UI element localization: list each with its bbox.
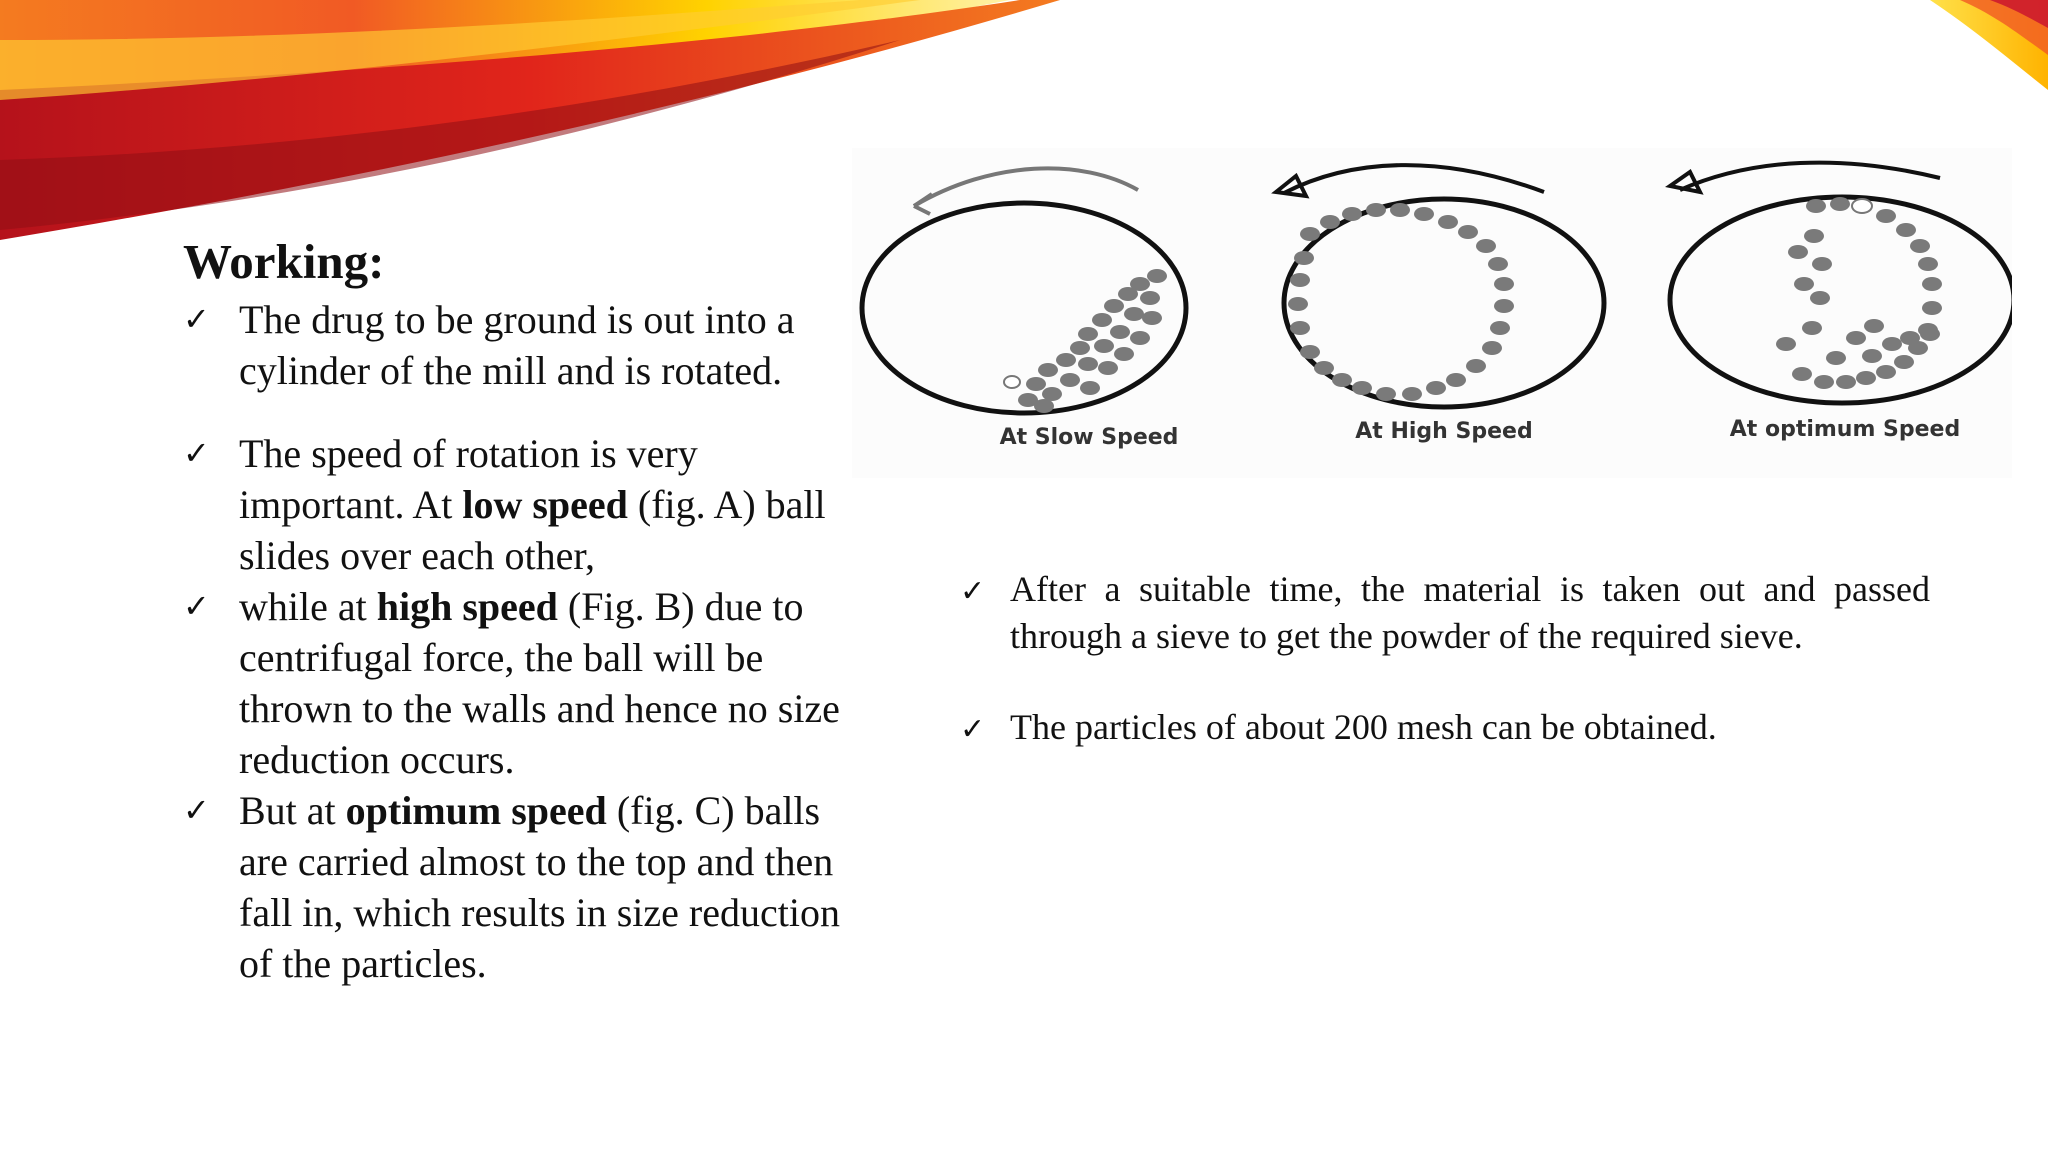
ball xyxy=(1830,197,1850,211)
ball xyxy=(1856,371,1876,385)
ball xyxy=(1376,387,1396,401)
ball xyxy=(1918,257,1938,271)
checkmark-icon: ✓ xyxy=(183,791,210,829)
ball xyxy=(1130,331,1150,345)
ball xyxy=(1402,387,1422,401)
ball xyxy=(1776,337,1796,351)
bullet-item xyxy=(960,566,1930,660)
ball-mill-speed-figure xyxy=(852,148,2012,478)
ball xyxy=(1060,373,1080,387)
ball xyxy=(1078,327,1098,341)
emphasis-optimum-speed: optimum speed xyxy=(345,788,607,833)
ball xyxy=(1876,209,1896,223)
ball xyxy=(1812,257,1832,271)
ball xyxy=(1094,339,1114,353)
ball xyxy=(1446,373,1466,387)
bullet-item xyxy=(183,428,843,581)
ball xyxy=(1922,301,1942,315)
ball xyxy=(1494,299,1514,313)
ball xyxy=(1290,273,1310,287)
bullet-text: After a suitable time, the material is taken out and passed through a sieve to get the powder of the required sieve. xyxy=(1010,569,1930,656)
checkmark-icon: ✓ xyxy=(183,300,210,338)
label-optimum-speed: At optimum Speed xyxy=(1729,417,1961,442)
ball xyxy=(1876,365,1896,379)
checkmark-icon: ✓ xyxy=(960,712,986,747)
ball xyxy=(1147,269,1167,283)
ball xyxy=(1794,277,1814,291)
label-slow-speed: At Slow Speed xyxy=(999,425,1179,450)
ball xyxy=(1070,341,1090,355)
ball xyxy=(1390,203,1410,217)
ball xyxy=(1332,373,1352,387)
ball xyxy=(1080,381,1100,395)
emphasis-high-speed: high speed xyxy=(376,584,558,629)
ball xyxy=(1038,363,1058,377)
ball xyxy=(1110,325,1130,339)
right-bullet-list xyxy=(960,566,1930,751)
ball xyxy=(1300,345,1320,359)
ball xyxy=(1056,353,1076,367)
ball xyxy=(1488,257,1508,271)
ball xyxy=(1124,307,1144,321)
ball xyxy=(1494,277,1514,291)
checkmark-icon: ✓ xyxy=(960,574,986,609)
ball xyxy=(1482,341,1502,355)
ball xyxy=(1078,357,1098,371)
ball xyxy=(1826,351,1846,365)
ball xyxy=(1894,355,1914,369)
ball xyxy=(1852,199,1872,213)
ball xyxy=(1814,375,1834,389)
bullet-item xyxy=(960,704,1930,751)
ball xyxy=(1104,299,1124,313)
ball xyxy=(1466,359,1486,373)
ball xyxy=(1118,287,1138,301)
label-high-speed: At High Speed xyxy=(1355,419,1533,444)
ball xyxy=(1042,387,1062,401)
bullet-item xyxy=(183,785,843,989)
ball xyxy=(1882,337,1902,351)
ball xyxy=(1836,375,1856,389)
ball xyxy=(1366,203,1386,217)
ball xyxy=(1426,381,1446,395)
ball xyxy=(1114,347,1134,361)
ball xyxy=(1862,349,1882,363)
bullet-item xyxy=(183,581,843,785)
ball xyxy=(1458,225,1478,239)
ball xyxy=(1900,331,1920,345)
ball xyxy=(1920,327,1940,341)
bullet-text: while at high speed (Fig. B) due to centrifugal force, the ball will be thrown to the walls and hence no size reduction occurs. xyxy=(239,584,840,782)
ball xyxy=(1896,223,1916,237)
ball xyxy=(1802,321,1822,335)
ball xyxy=(1490,321,1510,335)
ball xyxy=(1846,331,1866,345)
ball xyxy=(1140,291,1160,305)
ball xyxy=(1804,229,1824,243)
ball xyxy=(1098,361,1118,375)
bullet-item xyxy=(183,294,843,396)
ball xyxy=(1294,251,1314,265)
ball xyxy=(1788,245,1808,259)
left-bullet-list xyxy=(183,294,843,989)
ball xyxy=(1034,399,1054,413)
bullet-text: The particles of about 200 mesh can be obtained. xyxy=(1010,707,1717,747)
ball xyxy=(1792,367,1812,381)
checkmark-icon: ✓ xyxy=(183,434,210,472)
bullet-text: But at optimum speed (fig. C) balls are carried almost to the top and then fall in, which results in size reduction of the particles. xyxy=(239,788,840,986)
emphasis-low-speed: low speed xyxy=(462,482,628,527)
ball xyxy=(1414,207,1434,221)
ball xyxy=(1352,381,1372,395)
ball xyxy=(1320,215,1340,229)
ball xyxy=(1300,227,1320,241)
ball xyxy=(1004,376,1020,388)
slide-heading: Working: xyxy=(183,234,385,289)
ball xyxy=(1142,311,1162,325)
ball xyxy=(1438,215,1458,229)
ball xyxy=(1288,297,1308,311)
bullet-text: The drug to be ground is out into a cylinder of the mill and is rotated. xyxy=(239,297,795,393)
ball xyxy=(1476,239,1496,253)
ball xyxy=(1290,321,1310,335)
ball xyxy=(1910,239,1930,253)
bullet-text: The speed of rotation is very important. At low speed (fig. A) ball slides over each other, xyxy=(239,431,826,578)
ball xyxy=(1864,319,1884,333)
checkmark-icon: ✓ xyxy=(183,587,210,625)
ball xyxy=(1092,313,1112,327)
ball xyxy=(1922,277,1942,291)
ball xyxy=(1342,207,1362,221)
ball xyxy=(1810,291,1830,305)
ball xyxy=(1314,361,1334,375)
ball xyxy=(1026,377,1046,391)
ball xyxy=(1806,199,1826,213)
